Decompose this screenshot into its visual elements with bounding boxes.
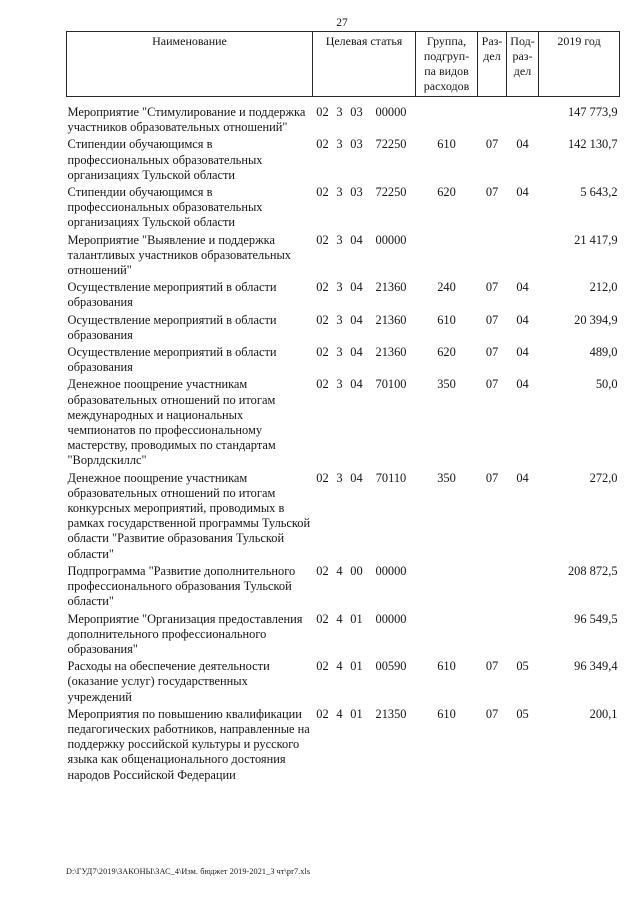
target-code-direction: 00000 — [375, 105, 407, 119]
expense-group: 610 — [437, 706, 456, 721]
amount-2019: 212,0 — [589, 280, 618, 295]
target-code-program: 02 — [316, 706, 329, 721]
target-code-program: 02 — [316, 280, 329, 295]
target-code-event: 04 — [350, 232, 363, 247]
section-code: 07 — [485, 377, 499, 392]
row-name: Подпрограмма "Развитие дополнительного профессионального образования Тульской области" — [67, 563, 296, 609]
header-year: 2019 год — [539, 32, 620, 97]
expense-group: 620 — [437, 345, 456, 360]
amount-2019: 147 773,9 — [567, 105, 618, 119]
section-code: 07 — [485, 280, 499, 295]
target-code-direction: 72250 — [375, 185, 407, 200]
subsection-code: 04 — [516, 345, 529, 360]
target-code-program: 02 — [316, 563, 329, 578]
amount-2019: 96 349,4 — [574, 659, 618, 674]
table-row — [67, 137, 620, 185]
section-code: 07 — [485, 706, 499, 721]
table-row — [67, 377, 620, 470]
expense-group — [416, 564, 478, 612]
section-code: 07 — [485, 470, 499, 485]
subsection-code — [507, 564, 539, 612]
expense-group — [416, 97, 478, 138]
table-row — [67, 707, 620, 785]
row-name: Осуществление мероприятий в области образования — [67, 280, 277, 310]
target-code-direction: 00000 — [375, 563, 407, 578]
amount-2019: 21 417,9 — [574, 232, 618, 247]
target-code-event: 04 — [350, 312, 363, 327]
target-code-direction: 72250 — [375, 137, 407, 152]
subsection-code: 04 — [516, 185, 529, 200]
section-code: 07 — [485, 312, 499, 327]
table-row — [67, 659, 620, 707]
target-code-event: 03 — [350, 137, 363, 152]
target-code-event: 01 — [350, 659, 363, 674]
row-name: Мероприятие "Выявление и поддержка талантливых участников образовательных отношений" — [67, 232, 291, 278]
target-code-direction: 00000 — [375, 232, 407, 247]
target-code-program: 02 — [316, 105, 329, 119]
amount-2019: 200,1 — [589, 706, 618, 721]
target-code-event: 04 — [350, 280, 363, 295]
table-row — [67, 313, 620, 345]
amount-2019: 96 549,5 — [574, 611, 618, 626]
target-code-direction: 70100 — [375, 377, 407, 392]
section-code: 07 — [485, 659, 499, 674]
target-code-type: 3 — [336, 105, 343, 119]
table-row — [67, 471, 620, 564]
expense-group: 620 — [437, 185, 456, 200]
target-code-type: 3 — [336, 185, 343, 200]
target-code-direction: 00590 — [375, 659, 407, 674]
target-code-event: 04 — [350, 470, 363, 485]
target-code-event: 01 — [350, 611, 363, 626]
expense-group: 350 — [437, 377, 456, 392]
amount-2019: 5 643,2 — [580, 185, 618, 200]
row-name: Мероприятия по повышению квалификации педагогических работников, направленные на поддержку российской культуры и русского языка как общенационального достояния народов Российской Федерации — [67, 706, 310, 782]
subsection-code: 04 — [516, 280, 529, 295]
target-code-direction: 70110 — [375, 470, 407, 485]
target-code-program: 02 — [316, 312, 329, 327]
table-body — [67, 97, 620, 785]
table-row — [67, 97, 620, 138]
subsection-code: 05 — [516, 659, 529, 674]
target-code-event: 03 — [350, 105, 363, 119]
target-code-direction: 21360 — [375, 345, 407, 360]
target-code-direction: 21360 — [375, 312, 407, 327]
row-name: Стипендии обучающимся в профессиональных образовательных организациях Тульской области — [67, 185, 263, 230]
expense-group: 610 — [437, 137, 456, 152]
target-code-event: 00 — [350, 563, 363, 578]
section-code — [478, 97, 507, 138]
expense-group: 610 — [437, 312, 456, 327]
row-name: Расходы на обеспечение деятельности (оказание услуг) государственных учреждений — [67, 659, 270, 704]
target-code-type: 4 — [336, 659, 343, 674]
subsection-code: 04 — [516, 137, 529, 152]
expense-group: 240 — [437, 280, 456, 295]
target-code-direction: 00000 — [375, 611, 407, 626]
target-code-type: 4 — [336, 706, 343, 721]
target-code-program: 02 — [316, 659, 329, 674]
target-code-type: 3 — [336, 280, 343, 295]
row-name: Мероприятие "Организация предоставления дополнительного профессионального образования" — [67, 611, 303, 656]
target-code-program: 02 — [316, 345, 329, 360]
expense-group: 610 — [437, 659, 456, 674]
expense-group: 350 — [437, 470, 456, 485]
amount-2019: 50,0 — [595, 377, 618, 392]
target-code-program: 02 — [316, 611, 329, 626]
target-code-direction: 21350 — [375, 706, 407, 721]
table-header-row — [67, 32, 620, 97]
section-code: 07 — [485, 185, 499, 200]
row-name: Денежное поощрение участникам образовательных отношений по итогам международных и национальных чемпионатов по профессиональному мастерству, проводимых по стандартам "Ворлдскиллс" — [67, 377, 276, 468]
section-code — [478, 233, 507, 281]
file-path-footer: D:\ГУД7\2019\ЗАКОНЫ\ЗАС_4\Изм. бюджет 2019-2021_3 чт\pr7.xls — [66, 867, 311, 876]
amount-2019: 272,0 — [589, 470, 618, 485]
table-row — [67, 233, 620, 281]
header-section: Раз-дел — [478, 32, 507, 97]
header-subsection: Под-раз-дел — [507, 32, 539, 97]
budget-table-container — [66, 31, 619, 785]
row-name: Стипендии обучающимся в профессиональных образовательных организациях Тульской области — [67, 137, 263, 182]
target-code-program: 02 — [316, 470, 329, 485]
target-code-program: 02 — [316, 185, 329, 200]
target-code-type: 4 — [336, 611, 343, 626]
row-name: Осуществление мероприятий в области образования — [67, 345, 277, 375]
table-row — [67, 345, 620, 377]
target-code-type: 3 — [336, 232, 343, 247]
target-code-program: 02 — [316, 137, 329, 152]
target-code-type: 3 — [336, 312, 343, 327]
target-code-type: 3 — [336, 470, 343, 485]
subsection-code — [507, 97, 539, 138]
target-code-event: 03 — [350, 185, 363, 200]
table-row — [67, 612, 620, 660]
target-code-type: 3 — [336, 137, 343, 152]
header-name: Наименование — [67, 32, 313, 97]
section-code: 07 — [485, 137, 499, 152]
amount-2019: 208 872,5 — [567, 563, 618, 578]
row-name: Денежное поощрение участникам образовательных отношений по итогам конкурсных мероприятий, проводимых в рамках государственной программы Тульской области "Развитие образования Тульской области" — [67, 470, 311, 561]
target-code-event: 04 — [350, 345, 363, 360]
target-code-type: 3 — [336, 345, 343, 360]
target-code-program: 02 — [316, 377, 329, 392]
amount-2019: 20 394,9 — [574, 312, 618, 327]
table-row — [67, 185, 620, 233]
target-code-event: 01 — [350, 706, 363, 721]
subsection-code: 05 — [516, 706, 529, 721]
section-code: 07 — [485, 345, 499, 360]
subsection-code: 04 — [516, 312, 529, 327]
target-code-event: 04 — [350, 377, 363, 392]
header-group: Группа, подгруп-па видов расходов — [416, 32, 478, 97]
target-code-program: 02 — [316, 232, 329, 247]
target-code-type: 4 — [336, 563, 343, 578]
subsection-code: 04 — [516, 470, 529, 485]
page-number: 27 — [336, 17, 348, 29]
expense-group — [416, 233, 478, 281]
target-code-type: 3 — [336, 377, 343, 392]
subsection-code: 04 — [516, 377, 529, 392]
amount-2019: 489,0 — [589, 345, 618, 360]
header-target: Целевая статья — [313, 32, 416, 97]
amount-2019: 142 130,7 — [567, 137, 618, 152]
section-code — [478, 612, 507, 660]
subsection-code — [507, 233, 539, 281]
subsection-code — [507, 612, 539, 660]
row-name: Осуществление мероприятий в области образования — [67, 312, 277, 342]
target-code-direction: 21360 — [375, 280, 407, 295]
table-row — [67, 564, 620, 612]
expense-group — [416, 612, 478, 660]
section-code — [478, 564, 507, 612]
budget-table — [66, 31, 620, 785]
table-row — [67, 280, 620, 312]
row-name: Мероприятие "Стимулирование и поддержка участников образовательных отношений" — [67, 105, 306, 135]
